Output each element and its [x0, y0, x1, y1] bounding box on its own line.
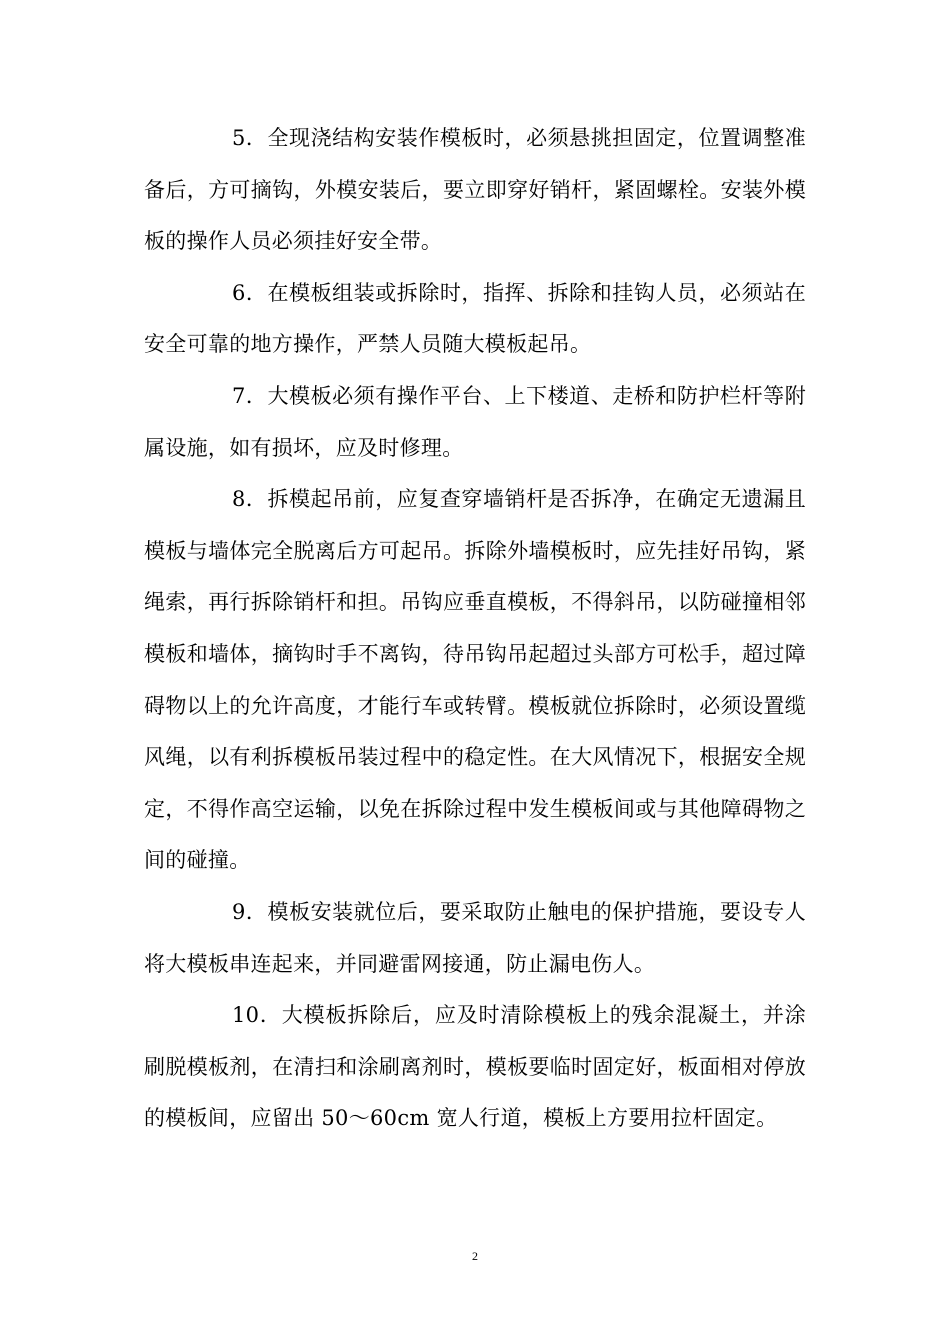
paragraph-item-10: 10．大模板拆除后，应及时清除模板上的残余混凝土，并涂刷脱模板剂，在清扫和涂刷离剂时，模板要临时固定好，板面相对停放的模板间，应留出 50～60cm 宽人行道，模板上方要用拉杆固定。: [144, 1003, 806, 1131]
paragraph-item-8: 8．拆模起吊前，应复查穿墙销杆是否拆净，在确定无遗漏且模板与墙体完全脱离后方可起吊。拆除外墙模板时，应先挂好吊钩，紧绳索，再行拆除销杆和担。吊钩应垂直模板，不得斜吊，以防碰撞相邻模板和墙体，摘钩时手不离钩，待吊钩吊起超过头部方可松手，超过障碍物以上的允许高度，才能行车或转臂。模板就位拆除时，必须设置缆风绳，以有利拆模板吊装过程中的稳定性。在大风情况下，根据安全规定，不得作高空运输，以免在拆除过程中发生模板间或与其他障碍物之间的碰撞。: [144, 487, 806, 873]
paragraph-item-9: 9．模板安装就位后，要采取防止触电的保护措施，要设专人将大模板串连起来，并同避雷网接通，防止漏电伤人。: [144, 899, 806, 976]
paragraph-item-5: 5．全现浇结构安装作模板时，必须悬挑担固定，位置调整准备后，方可摘钩，外模安装后，要立即穿好销杆，紧固螺栓。安装外模板的操作人员必须挂好安全带。: [144, 126, 806, 254]
paragraph-item-6: 6．在模板组装或拆除时，指挥、拆除和挂钩人员，必须站在安全可靠的地方操作，严禁人员随大模板起吊。: [144, 280, 806, 357]
page-number: 2: [472, 1249, 478, 1263]
paragraph-item-7: 7．大模板必须有操作平台、上下楼道、走桥和防护栏杆等附属设施，如有损坏，应及时修理。: [144, 383, 806, 460]
body-text: [144, 113, 806, 1145]
